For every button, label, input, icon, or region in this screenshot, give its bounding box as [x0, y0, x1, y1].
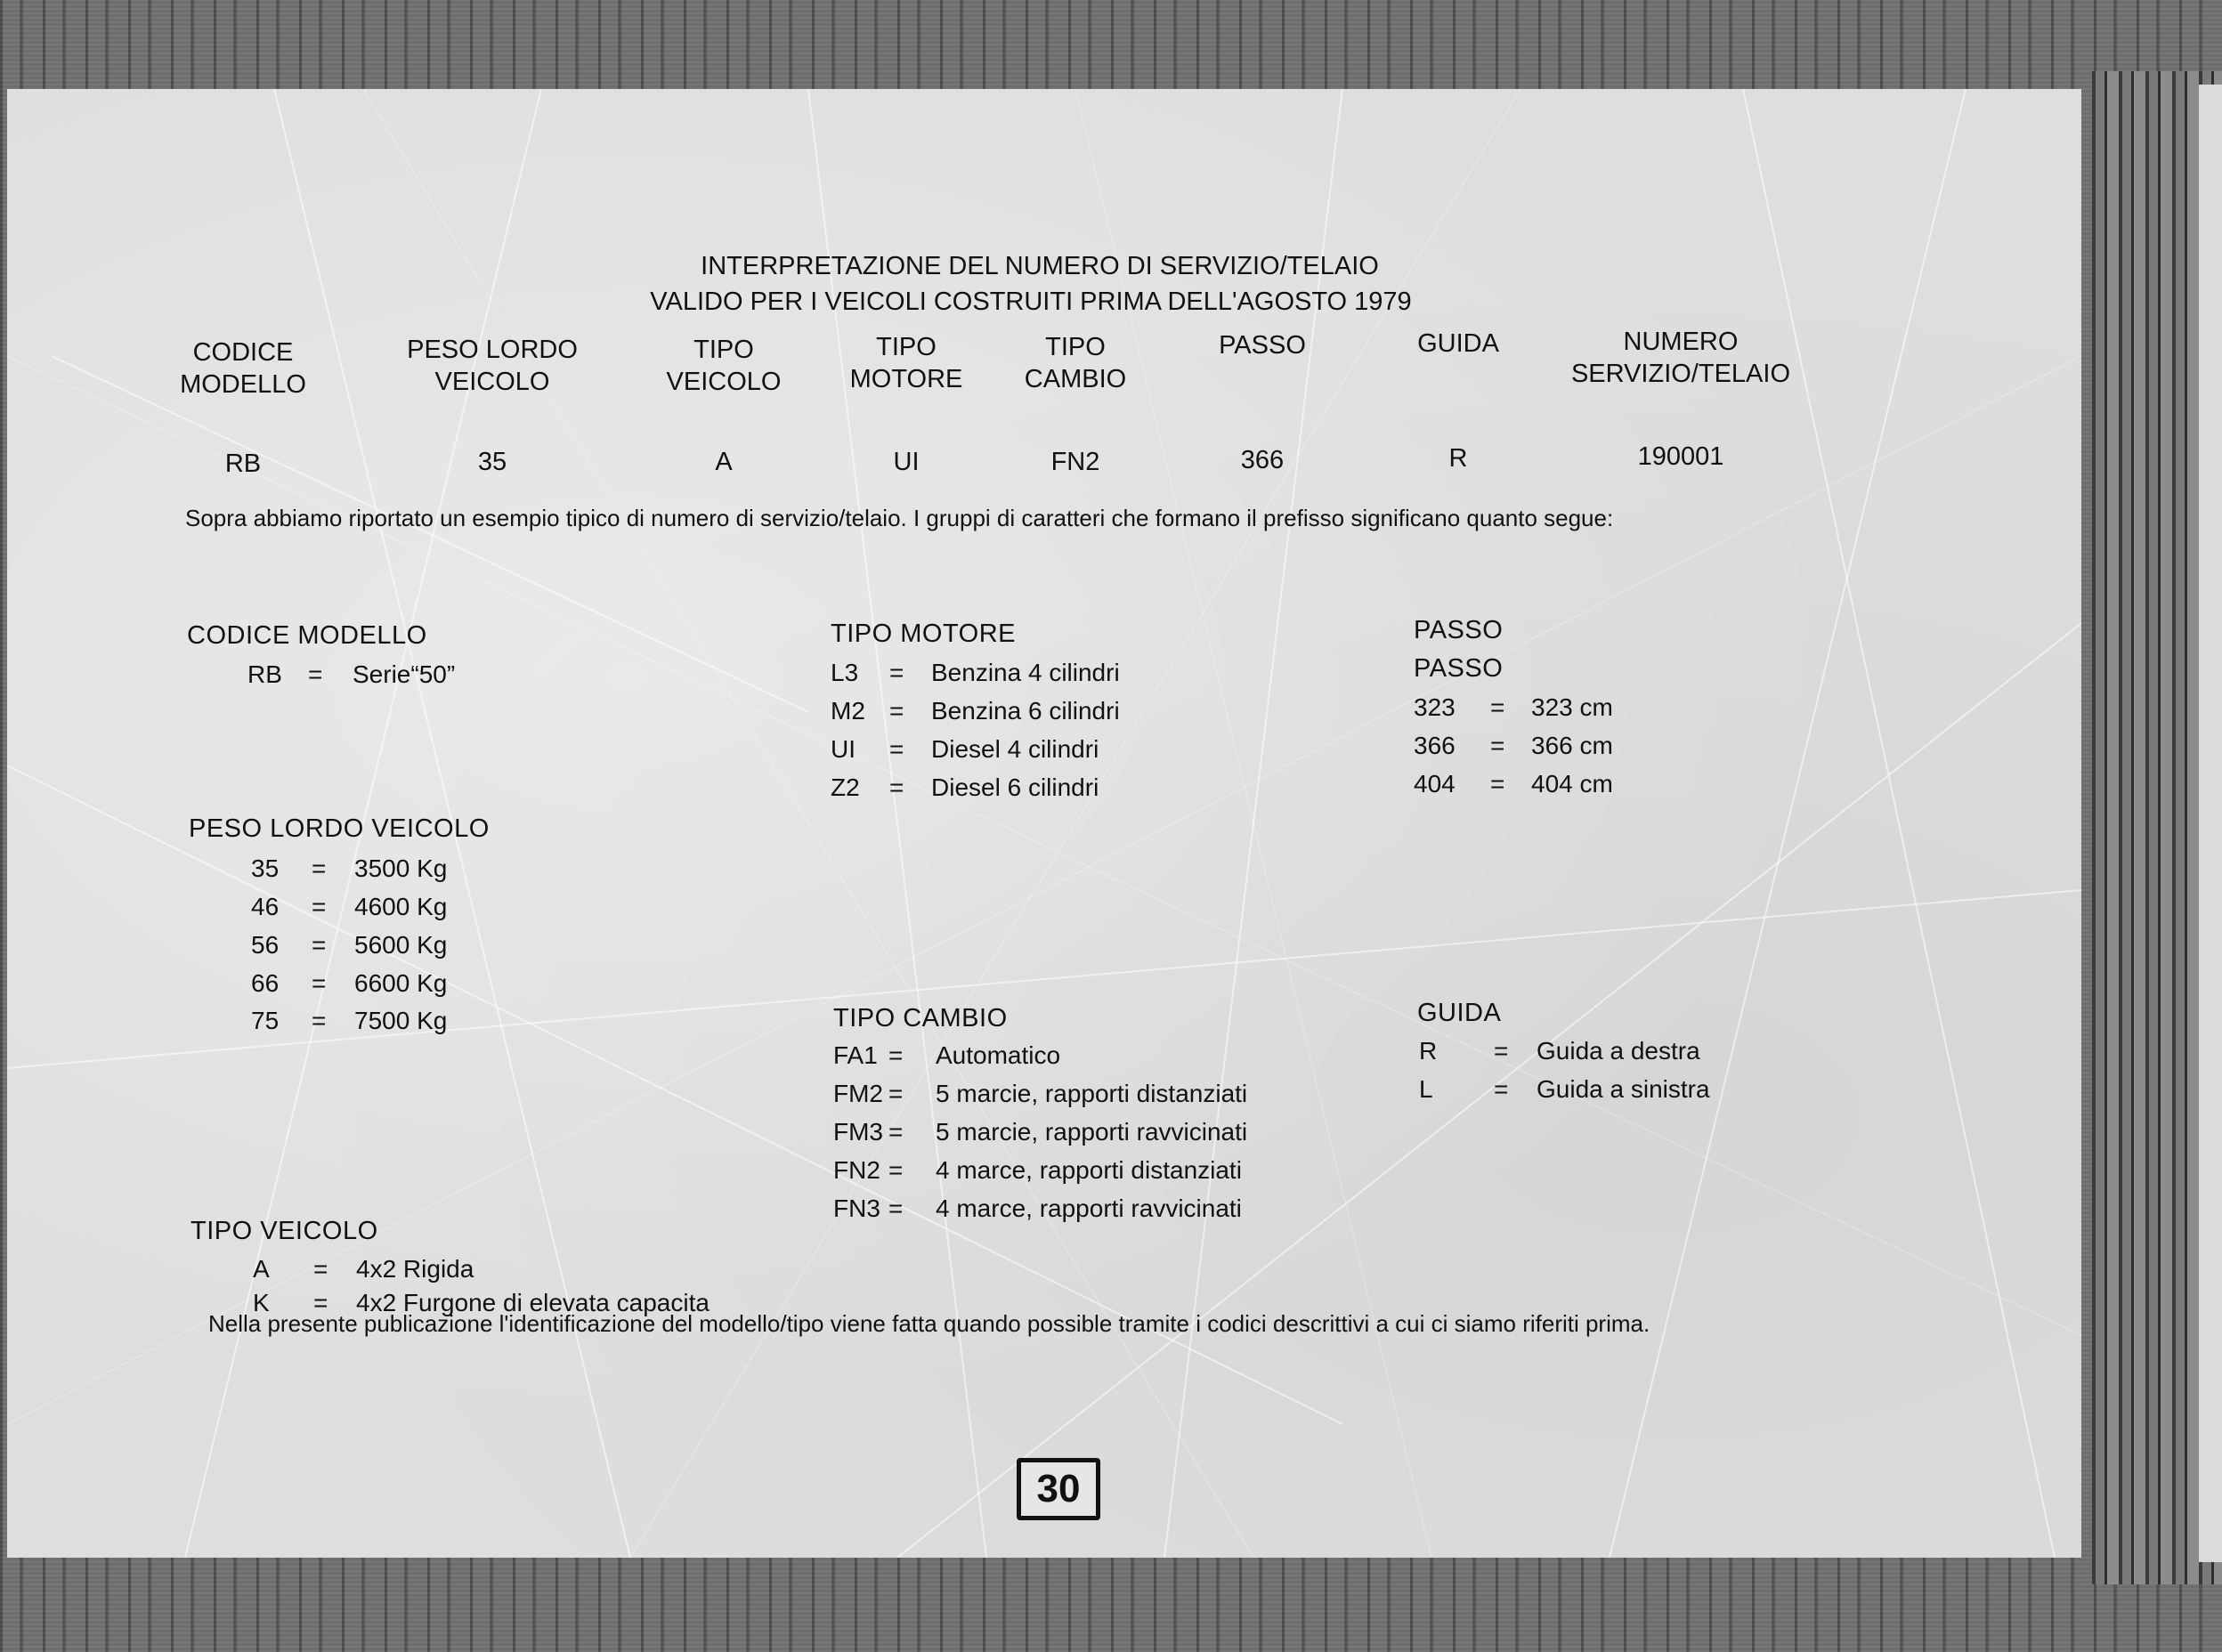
col-label-1: TIPO [1045, 333, 1106, 361]
document-title-line2: VALIDO PER I VEICOLI COSTRUITI PRIMA DELL'AGOSTO 1979 [650, 287, 1412, 316]
col-guida [1378, 328, 1538, 360]
item-desc: 4x2 Furgone di elevata capacita [356, 1289, 710, 1316]
item-code: L [1419, 1075, 1433, 1103]
item-code: 404 [1414, 770, 1456, 798]
item-code: UI [831, 735, 856, 763]
example-value-passo: 366 [1240, 446, 1285, 474]
item-code: 366 [1414, 732, 1456, 759]
document-title-line1: INTERPRETAZIONE DEL NUMERO DI SERVIZIO/TELAIO [701, 252, 1379, 280]
item-equals: = [889, 697, 904, 725]
section-heading-tipo-cambio: TIPO CAMBIO [833, 1004, 1008, 1032]
item-desc: Diesel 6 cilindri [931, 773, 1099, 801]
item-desc: Serie“50” [353, 660, 456, 688]
item-desc: Automatico [936, 1041, 1061, 1069]
section-heading-tipo-motore: TIPO MOTORE [831, 620, 1016, 648]
item-desc: 4600 Kg [354, 893, 448, 920]
item-equals: = [312, 854, 327, 882]
col-peso-lordo [381, 334, 604, 398]
item-desc: 6600 Kg [354, 969, 448, 997]
item-desc: 5600 Kg [354, 931, 448, 959]
section-heading-tipo-veicolo: TIPO VEICOLO [191, 1217, 378, 1245]
item-desc: 404 cm [1531, 770, 1613, 798]
item-desc: 5 marcie, rapporti ravvicinati [936, 1118, 1248, 1146]
item-code: RB [247, 660, 282, 688]
item-desc: Guida a destra [1537, 1037, 1700, 1065]
col-label-1: GUIDA [1417, 329, 1499, 358]
item-equals: = [312, 969, 327, 997]
section-heading-codice-modello: CODICE MODELLO [187, 621, 427, 650]
example-value-tipo-cambio: FN2 [1050, 448, 1100, 476]
item-desc: 4 marce, rapporti distanziati [936, 1156, 1242, 1184]
item-equals: = [888, 1041, 904, 1069]
item-equals: = [312, 931, 327, 959]
item-equals: = [1490, 770, 1505, 798]
col-codice-modello [141, 336, 345, 401]
adjacent-page-edge [2199, 85, 2222, 1562]
col-label-1: NUMERO [1623, 328, 1739, 356]
item-equals: = [312, 1007, 327, 1034]
item-equals: = [888, 1080, 904, 1107]
item-equals: = [1494, 1075, 1509, 1103]
item-desc: 4x2 Rigida [356, 1255, 474, 1283]
item-desc: Benzina 6 cilindri [931, 697, 1120, 725]
example-value-peso: 35 [477, 448, 507, 476]
example-value-guida: R [1448, 444, 1468, 473]
item-equals: = [889, 659, 904, 686]
col-numero-servizio [1547, 326, 1814, 390]
item-equals: = [1490, 732, 1505, 759]
example-value-numero: 190001 [1637, 442, 1724, 471]
item-code: M2 [831, 697, 865, 725]
item-code: FN2 [833, 1156, 880, 1184]
col-tipo-motore [817, 331, 995, 395]
item-desc: Diesel 4 cilindri [931, 735, 1099, 763]
example-value-tipo-motore: UI [893, 448, 920, 476]
item-code: 35 [251, 854, 280, 882]
item-equals: = [312, 893, 327, 920]
item-code: A [253, 1255, 270, 1283]
item-code: 323 [1414, 693, 1456, 721]
item-code: FN3 [833, 1194, 880, 1222]
item-desc: Benzina 4 cilindri [931, 659, 1120, 686]
item-equals: = [888, 1156, 904, 1184]
col-label-1: CODICE [192, 338, 294, 367]
section-heading-guida: GUIDA [1417, 999, 1502, 1027]
intro-paragraph: Sopra abbiamo riportato un esempio tipico di numero di servizio/telaio. I gruppi di caratteri che formano il prefisso significano quanto segue: [185, 505, 1614, 531]
item-code: R [1419, 1037, 1438, 1065]
item-code: FM3 [833, 1118, 883, 1146]
col-label-1: PASSO [1219, 331, 1306, 360]
item-code: 56 [251, 931, 280, 959]
section-subheading-passo: PASSO [1414, 654, 1504, 683]
item-desc: Guida a sinistra [1537, 1075, 1710, 1103]
item-equals: = [888, 1118, 904, 1146]
col-passo [1182, 329, 1342, 361]
col-label-2: CAMBIO [1024, 365, 1127, 393]
item-equals: = [888, 1194, 904, 1222]
item-equals: = [313, 1289, 328, 1316]
col-label-2: VEICOLO [434, 368, 550, 396]
item-equals: = [889, 735, 904, 763]
item-equals: = [1490, 693, 1505, 721]
item-desc: 4 marce, rapporti ravvicinati [936, 1194, 1242, 1222]
col-label-2: MOTORE [849, 365, 963, 393]
col-label-2: SERVIZIO/TELAIO [1570, 360, 1791, 388]
section-heading-peso-lordo: PESO LORDO VEICOLO [189, 814, 490, 843]
example-value-tipo-veicolo: A [715, 448, 733, 476]
item-code: L3 [831, 659, 859, 686]
item-code: 66 [251, 969, 280, 997]
item-desc: 366 cm [1531, 732, 1613, 759]
item-desc: 5 marcie, rapporti distanziati [936, 1080, 1248, 1107]
col-tipo-cambio [995, 331, 1156, 395]
item-desc: 7500 Kg [354, 1007, 448, 1034]
item-code: K [253, 1289, 270, 1316]
item-equals: = [1494, 1037, 1509, 1065]
col-tipo-veicolo [630, 334, 817, 398]
item-equals: = [313, 1255, 328, 1283]
item-code: 46 [251, 893, 280, 920]
col-label-1: TIPO [693, 336, 754, 364]
col-label-2: VEICOLO [666, 368, 782, 396]
example-value-codice: RB [224, 449, 262, 478]
item-code: 75 [251, 1007, 280, 1034]
col-label-1: PESO LORDO [407, 336, 578, 364]
col-label-1: TIPO [876, 333, 937, 361]
section-heading-passo: PASSO [1414, 616, 1504, 644]
item-code: Z2 [831, 773, 860, 801]
item-code: FA1 [833, 1041, 878, 1069]
item-equals: = [308, 660, 323, 688]
item-desc: 323 cm [1531, 693, 1613, 721]
col-label-2: MODELLO [180, 370, 306, 399]
page-number: 30 [1017, 1458, 1100, 1520]
footer-note: Nella presente publicazione l'identificazione del modello/tipo viene fatta quando possible tramite i codici descrittivi a cui ci siamo riferiti prima. [208, 1310, 1650, 1337]
document-page [7, 89, 2081, 1558]
item-equals: = [889, 773, 904, 801]
item-desc: 3500 Kg [354, 854, 448, 882]
item-code: FM2 [833, 1080, 883, 1107]
